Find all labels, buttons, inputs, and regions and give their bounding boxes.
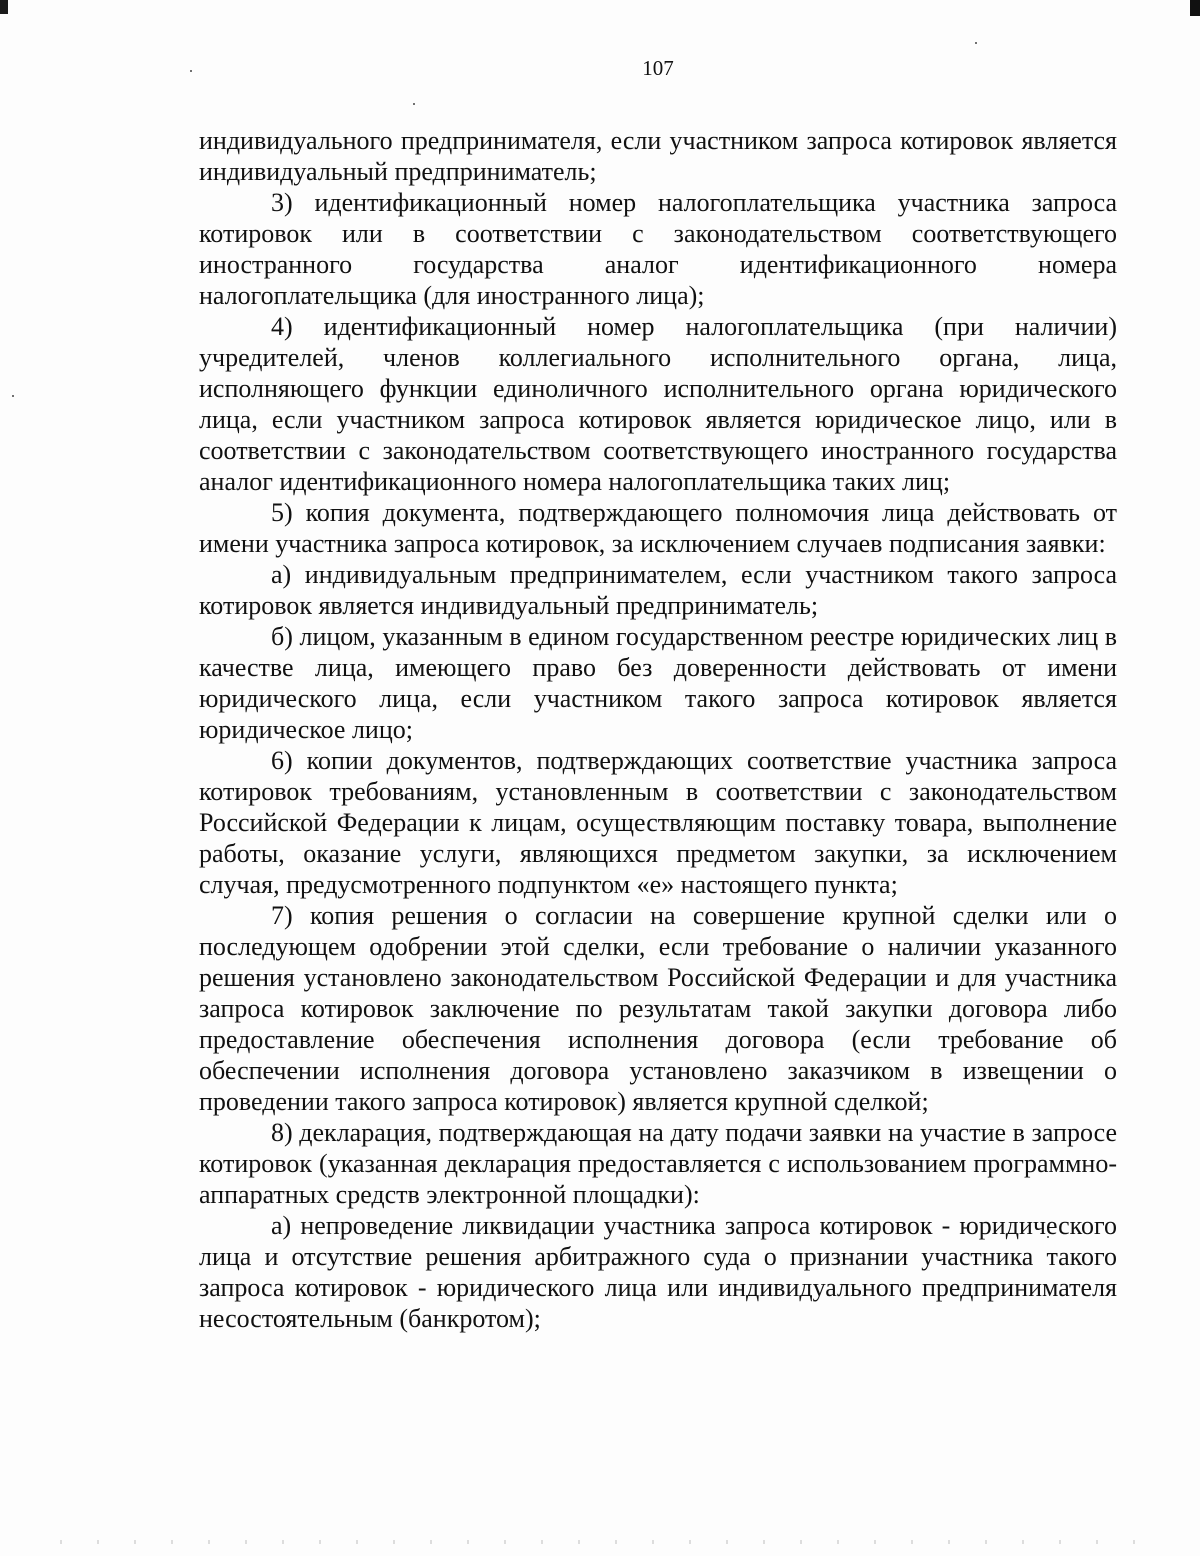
- document-body: [199, 125, 1117, 1334]
- paragraph: 3) идентификационный номер налогоплательщика участника запроса котировок или в соответствии с законодательством соответствующего иностранного государства аналог идентификационного номера налогоплательщика (для иностранного лица);: [199, 188, 1117, 310]
- paragraph: 5) копия документа, подтверждающего полномочия лица действовать от имени участника запроса котировок, за исключением случаев подписания заявки:: [199, 498, 1117, 558]
- scan-edge-mark: [1190, 0, 1200, 16]
- paragraph: б) лицом, указанным в едином государственном реестре юридических лиц в качестве лица, имеющего право без доверенности действовать от имени юридического лица, если участником такого запроса котировок является юридическое лицо;: [199, 622, 1117, 744]
- scan-edge-mark: [0, 0, 8, 14]
- scan-speck: [413, 103, 415, 105]
- paragraph: а) индивидуальным предпринимателем, если участником такого запроса котировок является индивидуальный предприниматель;: [199, 560, 1117, 620]
- paragraph: а) непроведение ликвидации участника запроса котировок - юридического лица и отсутствие решения арбитражного суда о признании участника такого запроса котировок - юридического лица или индивидуального предпринимателя несостоятельным (банкротом);: [199, 1211, 1117, 1333]
- scan-bottom-noise: [60, 1540, 1140, 1544]
- scan-speck: [12, 395, 14, 397]
- page-number: 107: [642, 56, 674, 80]
- paragraph: 4) идентификационный номер налогоплательщика (при наличии) учредителей, членов коллегиального исполнительного органа, лица, исполняющего функции единоличного исполнительного органа юридического лица, если участником запроса котировок является юридическое лицо, или в соответствии с законодательством соответствующего иностранного государства аналог идентификационного номера налогоплательщика таких лиц;: [199, 312, 1117, 496]
- paragraph: индивидуального предпринимателя, если участником запроса котировок является индивидуальный предприниматель;: [199, 126, 1117, 186]
- paragraph: 6) копии документов, подтверждающих соответствие участника запроса котировок требованиям, установленным в соответствии с законодательством Российской Федерации к лицам, осуществляющим поставку товара, выполнение работы, оказание услуги, являющихся предметом закупки, за исключением случая, предусмотренного подпунктом «е» настоящего пункта;: [199, 746, 1117, 899]
- scan-speck: [975, 42, 977, 44]
- paragraph: 8) декларация, подтверждающая на дату подачи заявки на участие в запросе котировок (указанная декларация предоставляется с использованием программно-аппаратных средств электронной площадки):: [199, 1118, 1117, 1209]
- paragraph: 7) копия решения о согласии на совершение крупной сделки или о последующем одобрении этой сделки, если требование о наличии указанного решения установлено законодательством Российской Федерации и для участника запроса котировок заключение по результатам такой закупки договора либо предоставление обеспечения исполнения договора (если требование об обеспечении исполнения договора установлено заказчиком в извещении о проведении такого запроса котировок) является крупной сделкой;: [199, 901, 1117, 1116]
